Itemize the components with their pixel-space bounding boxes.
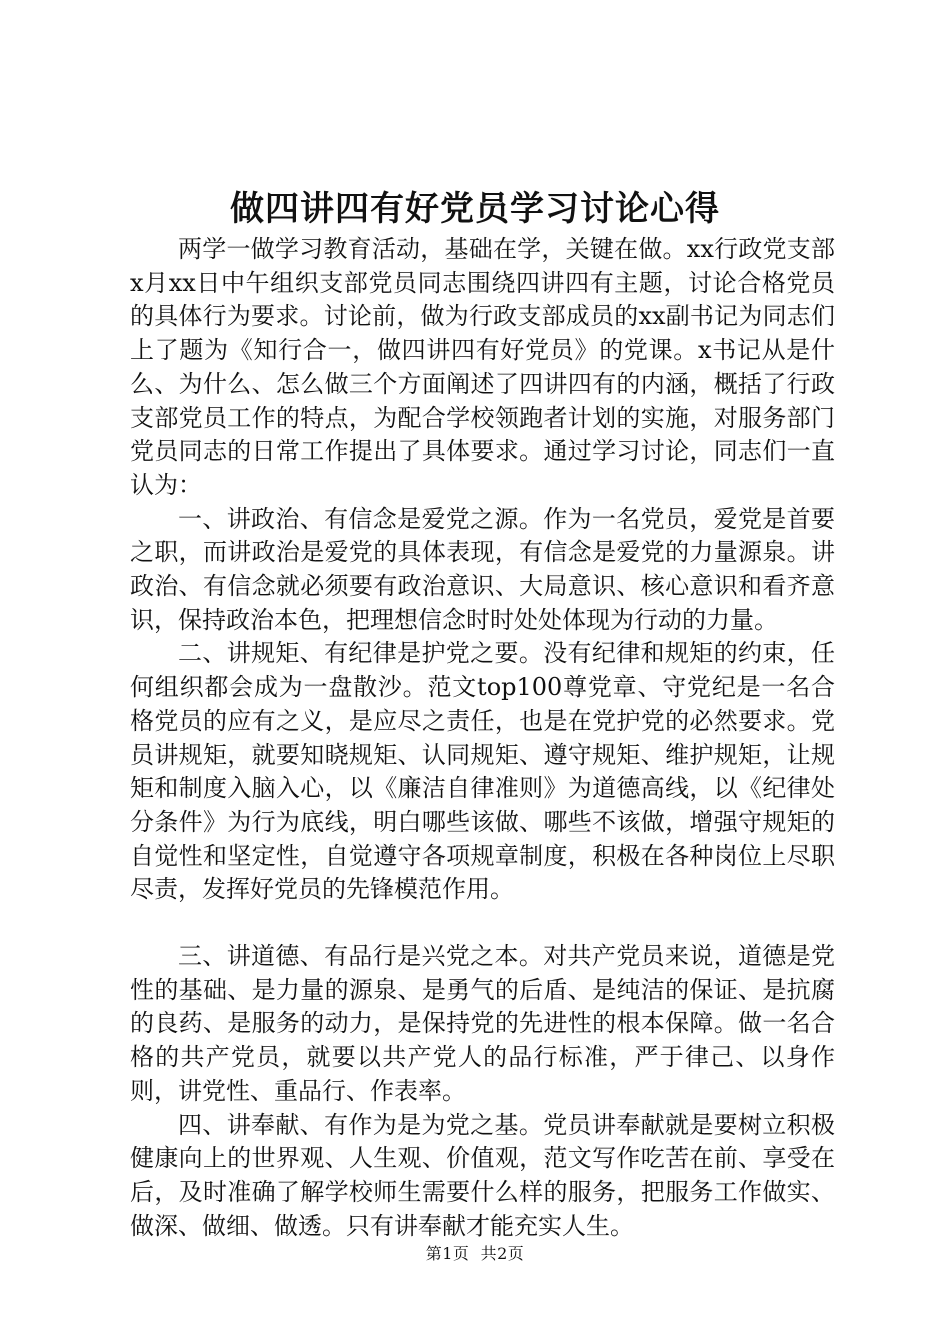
paragraph-intro: 两学一做学习教育活动，基础在学，关键在做。xx行政党支部x月xx日中午组织支部党员同志围绕四讲四有主题，讨论合格党员的具体行为要求。讨论前，做为行政支部成员的xx副书记为同志们上了题为《知行合一，做四讲四有好党员》的党课。x书记从是什么、为什么、怎么做三个方面阐述了四讲四有的内涵，概括了行政支部党员工作的特点，为配合学校领跑者计划的实施，对服务部门党员同志的日常工作提出了具体要求。通过学习讨论，同志们一直认为： (130, 235, 835, 499)
paragraph-point-4: 四、讲奉献、有作为是为党之基。党员讲奉献就是要树立积极健康向上的世界观、人生观、价值观，范文写作吃苦在前、享受在后，及时准确了解学校师生需要什么样的服务，把服务工作做实、做深、做细、做透。只有讲奉献才能充实人生。 (130, 1110, 835, 1240)
paragraph-point-2: 二、讲规矩、有纪律是护党之要。没有纪律和规矩的约束，任何组织都会成为一盘散沙。范文top100尊党章、守党纪是一名合格党员的应有之义，是应尽之责任，也是在党护党的必然要求。党员讲规矩，就要知晓规矩、认同规矩、遵守规矩、维护规矩，让规矩和制度入脑入心，以《廉洁自律准则》为道德高线，以《纪律处分条件》为行为底线，明白哪些该做、哪些不该做，增强守规矩的自觉性和坚定性，自觉遵守各项规章制度，积极在各种岗位上尽职尽责，发挥好党员的先锋模范作用。 (130, 639, 835, 904)
document-body (130, 233, 835, 1243)
page-footer (0, 1243, 950, 1265)
document-title: 做四讲四有好党员学习讨论心得 (230, 189, 720, 229)
paragraph-point-1: 一、讲政治、有信念是爱党之源。作为一名党员，爱党是首要之职，而讲政治是爱党的具体表现，有信念是爱党的力量源泉。讲政治、有信念就必须要有政治意识、大局意识、核心意识和看齐意识，保持政治本色，把理想信念时时处处体现为行动的力量。 (130, 504, 835, 634)
paragraph-point-3: 三、讲道德、有品行是兴党之本。对共产党员来说，道德是党性的基础、是力量的源泉、是勇气的后盾、是纯洁的保证、是抗腐的良药、是服务的动力，是保持党的先进性的根本保障。做一名合格的共产党员，就要以共产党人的品行标准，严于律己、以身作则，讲党性、重品行、作表率。 (130, 942, 835, 1105)
page-number-label: 第1页 共2页 (425, 1244, 525, 1263)
